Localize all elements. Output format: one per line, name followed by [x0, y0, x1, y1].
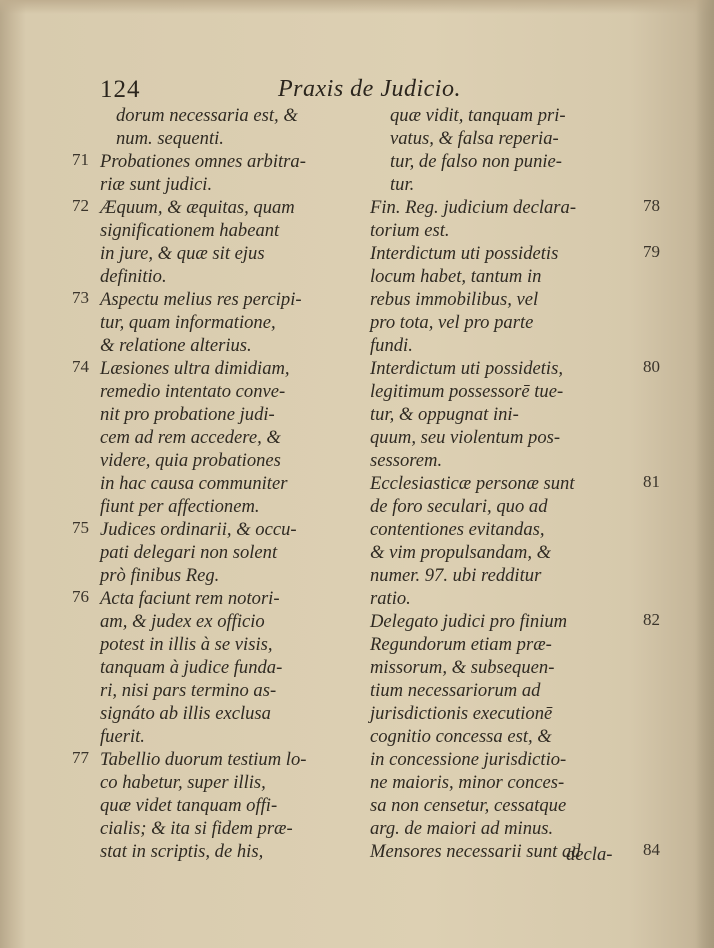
- entry-number: 82: [643, 610, 660, 629]
- right-entry-78: [370, 196, 660, 242]
- right-entry-82: [370, 610, 660, 840]
- entry-number: 79: [643, 242, 660, 261]
- entry-number: 76: [72, 587, 89, 606]
- entry-number: 78: [643, 196, 660, 215]
- page-number: 124: [100, 76, 141, 103]
- entry-number: 74: [72, 357, 89, 376]
- left-entry-74: [72, 357, 372, 518]
- entry-text: Aspectu melius res percipi- tur, quam informatione, & relatione alterius.: [100, 289, 302, 356]
- entry-text: Acta faciunt rem notori- am, & judex ex officio potest in illis à se visis, tanquam à judice funda- ri, nisi pars termino as- signáto ab illis exclusa fuerit.: [100, 588, 283, 747]
- left-entry-76: [72, 587, 372, 748]
- entry-text: dorum necessaria est, & num. sequenti.: [116, 105, 298, 149]
- entry-text: Læsiones ultra dimidiam, remedio intentato conve- nit pro probatione judi- cem ad rem accedere, & videre, quia probationes in hac causa communiter fiunt per affectionem.: [100, 358, 290, 517]
- right-entry-84: [370, 840, 660, 863]
- left-column: [72, 104, 372, 904]
- entry-number: 72: [72, 196, 89, 215]
- entry-text: Fin. Reg. judicium declara- torium est.: [370, 197, 577, 241]
- entry-text: Interdictum uti possidetis locum habet, tantum in rebus immobilibus, vel pro tota, vel pro parte fundi.: [370, 243, 559, 356]
- entry-text: Tabellio duorum testium lo- co habetur, super illis, quæ videt tanquam offi- cialis; & ita si fidem præ- stat in scriptis, de his,: [100, 749, 307, 862]
- right-entry-79: [370, 242, 660, 357]
- entry-text: Æquum, & æquitas, quam significationem habeant in jure, & quæ sit ejus definitio.: [100, 197, 295, 287]
- right-column: [370, 104, 660, 904]
- entry-number: 77: [72, 748, 89, 767]
- left-entry-71: [72, 150, 372, 196]
- left-entry-75: [72, 518, 372, 587]
- catchword: decla-: [566, 844, 613, 865]
- left-entry-77: [72, 748, 372, 863]
- entry-text: Delegato judici pro finium Regundorum etiam præ- missorum, & subsequen- tium necessariorum ad jurisdictionis executionē cognitio concessa est, & in concessione jurisdictio- ne maioris, minor conces- sa non censetur, cessatque arg. de maiori ad minus.: [370, 611, 568, 839]
- entry-number: 71: [72, 150, 89, 169]
- page-title: Praxis de Judicio.: [278, 76, 461, 102]
- page-edge-shadow: [696, 0, 714, 948]
- entry-number: 81: [643, 472, 660, 491]
- entry-number: 80: [643, 357, 660, 376]
- right-entry-80: [370, 357, 660, 472]
- left-entry-continuation: [72, 104, 372, 150]
- entry-text: Interdictum uti possidetis, legitimum possessorē tue- tur, & oppugnat ini- quum, seu violentum pos- sessorem.: [370, 358, 564, 471]
- running-head: [100, 76, 620, 106]
- entry-text: quæ vidit, tanquam pri- vatus, & falsa reperia- tur, de falso non punie- tur.: [390, 105, 566, 195]
- entry-text: Ecclesiasticæ personæ sunt de foro seculari, quo ad contentiones evitandas, & vim propulsandam, & numer. 97. ubi redditur ratio.: [370, 473, 575, 609]
- right-entry-81: [370, 472, 660, 610]
- entry-number: 84: [643, 840, 660, 859]
- entry-number: 75: [72, 518, 89, 537]
- entry-number: 73: [72, 288, 89, 307]
- right-entry-continuation: [370, 104, 660, 196]
- left-entry-72: [72, 196, 372, 288]
- entry-text: Mensores necessarii sunt ad: [370, 841, 581, 862]
- entry-text: Judices ordinarii, & occu- pati delegari non solent prò finibus Reg.: [100, 519, 297, 586]
- left-entry-73: [72, 288, 372, 357]
- page-top-shadow: [0, 0, 714, 14]
- entry-text: Probationes omnes arbitra- riæ sunt judici.: [100, 151, 306, 195]
